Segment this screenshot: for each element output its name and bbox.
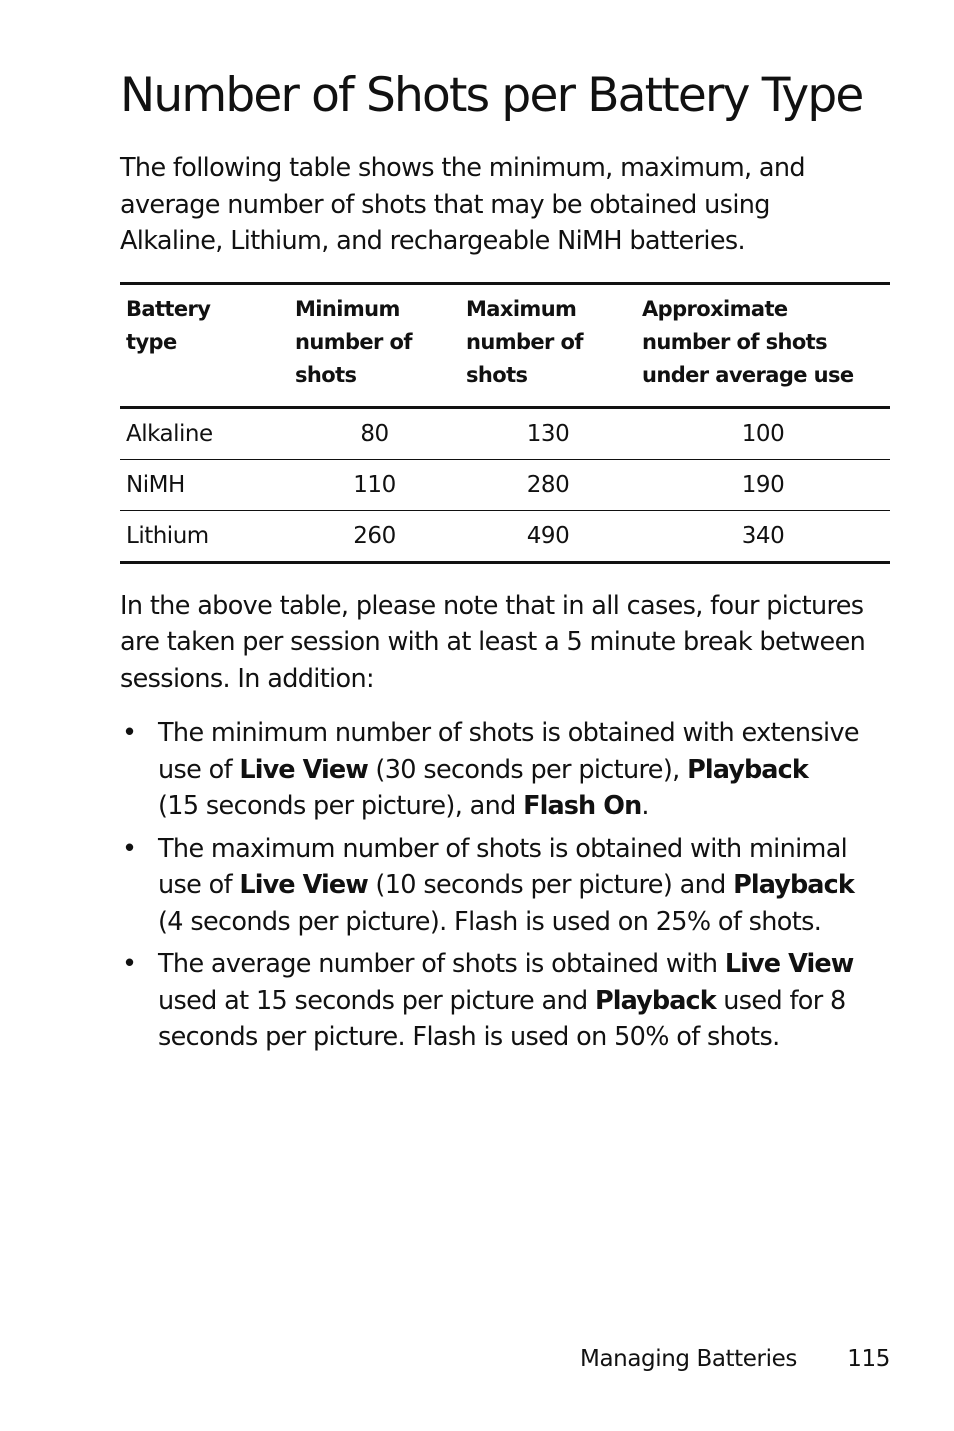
cell-min: 110	[289, 459, 460, 510]
cell-max: 490	[526, 522, 570, 549]
list-item-line: (4 seconds per picture). Flash is used on 25% of shots.	[158, 906, 822, 937]
term-playback: Playback	[687, 754, 808, 785]
note-line: sessions. In addition:	[120, 663, 374, 694]
note-line: are taken per session with at least a 5 minute break between	[120, 627, 866, 657]
conditions-list	[120, 715, 890, 1056]
cell-avg: 100	[636, 407, 890, 459]
term-flash-on: Flash On	[523, 791, 642, 821]
cell-battery: Alkaline	[120, 407, 289, 459]
intro-paragraph	[120, 150, 890, 260]
cell-min: 260	[353, 522, 396, 549]
document-page	[120, 58, 890, 1062]
term-playback: Playback	[595, 985, 716, 1016]
cell-min: 80	[289, 407, 460, 459]
page-footer	[580, 1346, 890, 1372]
term-live-view: Live View	[724, 949, 854, 979]
note-paragraph	[120, 588, 890, 698]
page-title: Number of Shots per Battery Type	[120, 68, 863, 123]
header-maximum-shots: Maximum number of shots	[460, 283, 636, 407]
page-number: 115	[847, 1346, 890, 1372]
intro-line: The following table shows the minimum, maximum, and	[120, 153, 805, 183]
header-minimum-shots: Minimum number of shots	[289, 283, 460, 407]
bullet-marker: •	[122, 833, 137, 864]
list-item-line: The minimum number of shots is obtained with extensive	[158, 718, 859, 748]
table-row	[120, 407, 890, 459]
intro-line: average number of shots that may be obtained using	[120, 189, 770, 220]
list-item-line: use of Live View (30 seconds per picture), Playback	[158, 754, 808, 785]
list-item-line: use of Live View (10 seconds per picture) and Playback	[158, 870, 854, 900]
cell-battery: Lithium	[126, 522, 209, 549]
list-item-line: The maximum number of shots is obtained with minimal	[158, 833, 848, 864]
list-item-line: used at 15 seconds per picture and Playback used for 8	[158, 985, 846, 1016]
header-battery-type: Battery type	[120, 283, 289, 407]
footer-section-title: Managing Batteries	[580, 1346, 797, 1372]
term-live-view: Live View	[239, 754, 368, 785]
list-item-line: The average number of shots is obtained with Live View	[158, 949, 854, 979]
list-item	[120, 831, 890, 941]
table-row	[120, 459, 890, 510]
term-playback: Playback	[733, 870, 854, 900]
cell-avg: 340	[741, 522, 785, 549]
cell-max: 280	[460, 459, 636, 510]
bullet-marker: •	[122, 718, 137, 748]
cell-battery: NiMH	[120, 459, 289, 510]
cell-avg: 190	[636, 459, 890, 510]
list-item	[120, 946, 890, 1056]
bullet-marker: •	[122, 949, 137, 979]
list-item	[120, 715, 890, 825]
term-live-view: Live View	[239, 870, 368, 900]
list-item-line: (15 seconds per picture), and Flash On.	[158, 791, 649, 821]
table-header-row	[120, 283, 890, 407]
note-line: In the above table, please note that in all cases, four pictures	[120, 590, 864, 621]
intro-line: Alkaline, Lithium, and rechargeable NiMH batteries.	[120, 226, 745, 256]
table-row	[120, 510, 890, 562]
cell-max: 130	[460, 407, 636, 459]
header-average-shots: Approximate number of shots under average use	[636, 283, 890, 407]
battery-shots-table	[120, 282, 890, 564]
list-item-line: seconds per picture. Flash is used on 50% of shots.	[158, 1022, 780, 1052]
